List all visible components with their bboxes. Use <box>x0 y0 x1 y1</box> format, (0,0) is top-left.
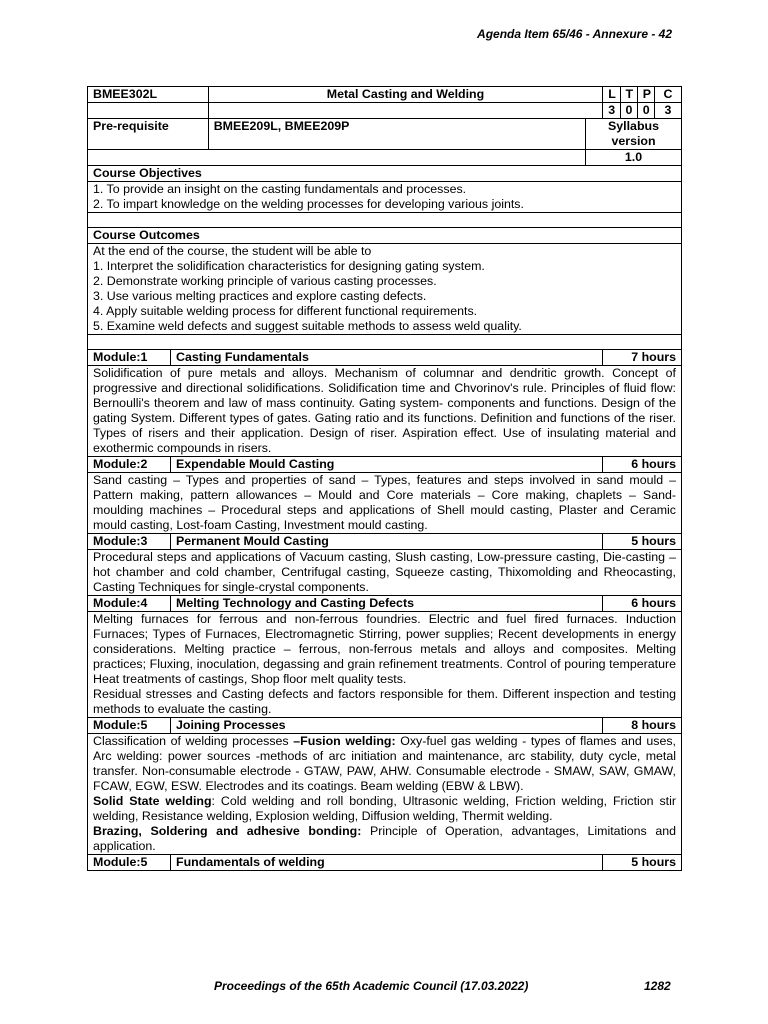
module-paragraph: Melting furnaces for ferrous and non-ferrous foundries. Electric and fuel fired furnaces. Induction Furnaces; Types of Furnaces, Electromagnetic Stirring, power supplies; Recent developments in energy considerations. Melting practice – ferrous, non-ferrous metals and alloys and composites. Melting practices; Fluxing, inoculation, degassing and grain refinement treatments. Control of pouring temperature Heat treatments of castings, Shop floor melt quality tests. <box>93 612 676 686</box>
page-footer <box>214 979 671 993</box>
outcomes-intro: At the end of the course, the student will be able to <box>93 244 372 258</box>
syllabus-table <box>87 86 682 871</box>
module-body: Procedural steps and applications of Vacuum casting, Slush casting, Low-pressure casting, Die-casting – hot chamber and cold chamber, Centrifugal casting, Squeeze casting, Thixomolding and Rheocasting, Casting Techniques for single-crystal components. <box>88 550 682 596</box>
prereq-label: Pre-requisite <box>88 119 209 150</box>
module-header-row <box>88 718 682 734</box>
text-span: : Cold welding and roll bonding, Ultrasonic welding, Friction welding, Friction stir welding, Resistance welding, Explosion welding, Diffusion welding, Thermit welding. <box>93 794 676 823</box>
syllabus-version-value: 1.0 <box>586 150 682 166</box>
text-span: Principle of Operation, advantages, Limitations and application. <box>93 824 676 853</box>
module-hours: 6 hours <box>603 596 682 612</box>
ltpc-value-l: 3 <box>603 103 620 119</box>
module-header-row <box>88 350 682 366</box>
ltpc-label-t: T <box>620 87 637 103</box>
module-body <box>88 612 682 718</box>
objective-item: 1. To provide an insight on the casting fundamentals and processes. <box>93 182 467 196</box>
syllabus-version-row <box>88 150 682 166</box>
ltpc-value-c: 3 <box>654 103 681 119</box>
module-title: Fundamentals of welding <box>171 855 603 871</box>
text-span: Classification of welding processes <box>93 734 294 748</box>
module-title: Joining Processes <box>171 718 603 734</box>
text-span: Oxy-fuel gas welding - types of flames and uses, Arc welding: power sources -methods of arc initiation and maintenance, arc stability, duty cycle, metal transfer. Non-consumable electrode - GTAW, PAW, AHW. Consumable electrode - SMAW, SAW, GMAW, FCAW, EGW, ESW. Electrodes and its coatings. Beam welding (EBW & LBW). <box>93 734 676 793</box>
objective-item: 2. To impart knowledge on the welding processes for developing various joints. <box>93 197 524 211</box>
outcome-item: 2. Demonstrate working principle of various casting processes. <box>93 274 437 288</box>
ltpc-value-p: 0 <box>637 103 654 119</box>
proceedings-text: Proceedings of the 65th Academic Council (17.03.2022) <box>214 979 529 993</box>
module-title: Permanent Mould Casting <box>171 534 603 550</box>
outcome-item: 1. Interpret the solidification characteristics for designing gating system. <box>93 259 485 273</box>
ltpc-value-row <box>88 103 682 119</box>
module-title: Melting Technology and Casting Defects <box>171 596 603 612</box>
prereq-value: BMEE209L, BMEE209P <box>208 119 585 150</box>
ltpc-label-c: C <box>654 87 681 103</box>
bold-term: Brazing, Soldering and adhesive bonding: <box>93 824 362 838</box>
prerequisite-row <box>88 119 682 150</box>
module-body <box>88 734 682 855</box>
bold-term: –Fusion welding: <box>293 734 396 748</box>
outcome-item: 4. Apply suitable welding process for different functional requirements. <box>93 304 478 318</box>
module-paragraph: Residual stresses and Casting defects and factors responsible for them. Different inspection and testing methods to evaluate the casting. <box>93 687 676 716</box>
agenda-header: Agenda Item 65/46 - Annexure - 42 <box>477 27 672 41</box>
module-hours: 7 hours <box>603 350 682 366</box>
brazing-paragraph <box>93 824 676 854</box>
module-header-row <box>88 596 682 612</box>
objectives-list <box>88 182 682 213</box>
module-label: Module:1 <box>88 350 171 366</box>
module-label: Module:4 <box>88 596 171 612</box>
module-header-row <box>88 534 682 550</box>
ltpc-value-t: 0 <box>620 103 637 119</box>
module-label: Module:5 <box>88 855 171 871</box>
module-body: Sand casting – Types and properties of sand – Types, features and steps involved in sand mould – Pattern making, pattern allowances – Mould and Core materials – Core making, chaplets – Sand-moulding machines – Procedural steps and applications of Shell mould casting, Plaster and Ceramic mould casting, Lost-foam Casting, Investment mould casting. <box>88 473 682 534</box>
outcome-item: 5. Examine weld defects and suggest suitable methods to assess weld quality. <box>93 319 522 333</box>
module-label: Module:3 <box>88 534 171 550</box>
module-hours: 5 hours <box>603 534 682 550</box>
module-hours: 6 hours <box>603 457 682 473</box>
module-body: Solidification of pure metals and alloys. Mechanism of columnar and dendritic growth. Concept of progressive and directional solidifications. Solidification time and Chvorinov's rule. Principles of fluid flow: Bernoulli's theorem and law of mass continuity. Gating system- components and functions. Design of the gating System. Different types of gates. Gating ratio and its functions. Definition and functions of the riser. Types of risers and their application. Design of riser. Aspiration effect. Use of insulating material and exothermic compounds in risers. <box>88 366 682 457</box>
outcomes-list <box>88 244 682 335</box>
module-hours: 5 hours <box>603 855 682 871</box>
module-header-row <box>88 457 682 473</box>
module-title: Casting Fundamentals <box>171 350 603 366</box>
page-number: 1282 <box>644 979 671 993</box>
objectives-heading: Course Objectives <box>88 166 682 182</box>
ltpc-label-p: P <box>637 87 654 103</box>
module-label: Module:2 <box>88 457 171 473</box>
course-title-row <box>88 87 682 103</box>
outcomes-heading: Course Outcomes <box>88 228 682 244</box>
ltpc-label-l: L <box>603 87 620 103</box>
module-header-row <box>88 855 682 871</box>
course-title: Metal Casting and Welding <box>208 87 603 103</box>
course-code: BMEE302L <box>88 87 209 103</box>
solid-state-paragraph <box>93 794 676 824</box>
module-label: Module:5 <box>88 718 171 734</box>
syllabus-version-label: Syllabus version <box>586 119 682 150</box>
outcome-item: 3. Use various melting practices and explore casting defects. <box>93 289 427 303</box>
bold-term: Solid State welding <box>93 794 212 808</box>
module-title: Expendable Mould Casting <box>171 457 603 473</box>
module-hours: 8 hours <box>603 718 682 734</box>
fusion-welding-paragraph <box>93 734 676 794</box>
